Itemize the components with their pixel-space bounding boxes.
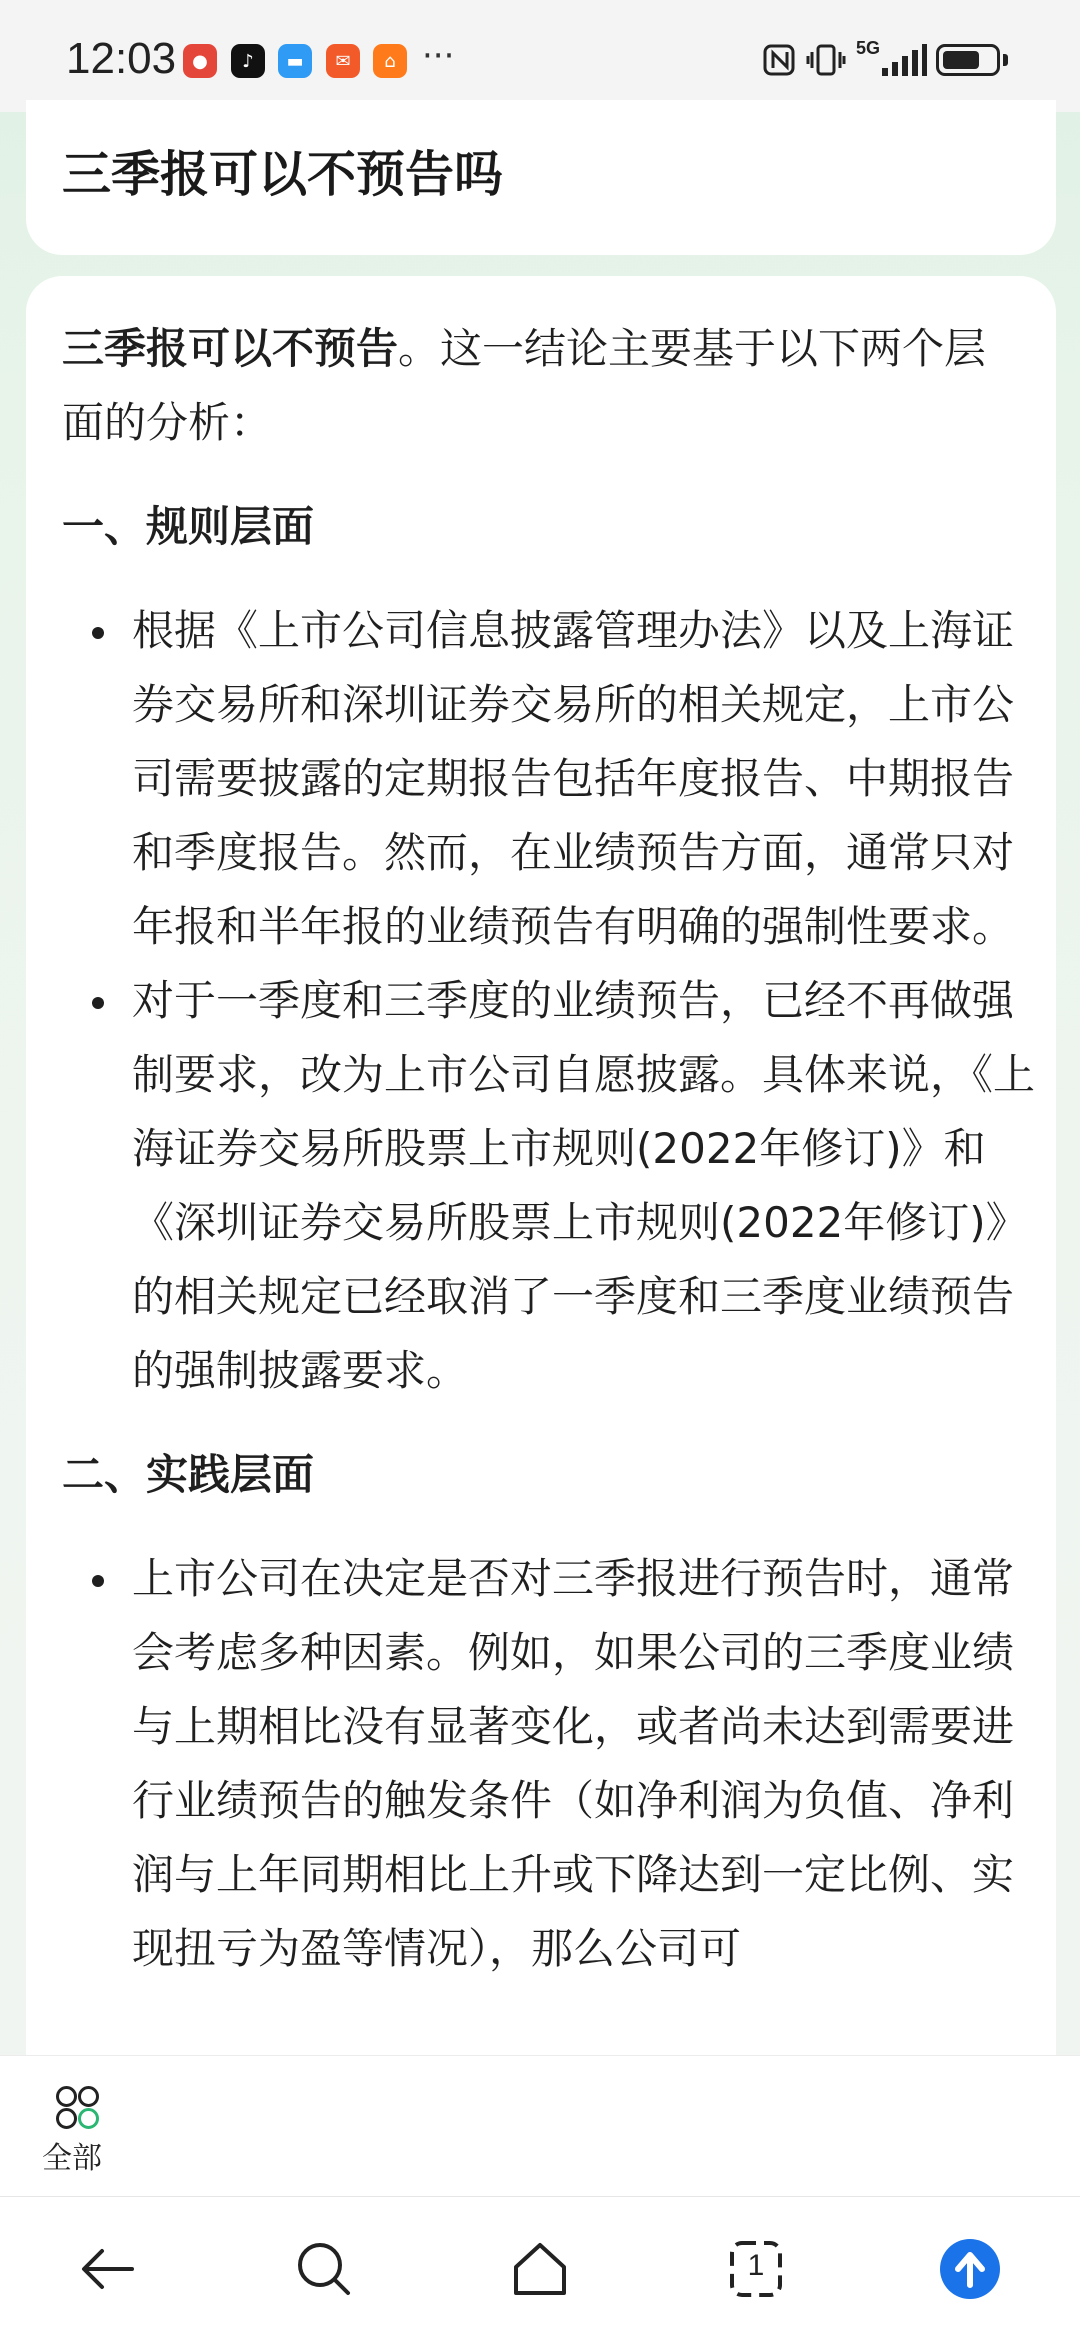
bullet-list-practice — [62, 1542, 1042, 1986]
answer-body — [62, 312, 1042, 1986]
tab-count: 1 — [747, 2249, 765, 2282]
section-heading-rules: 一、规则层面 — [62, 502, 315, 551]
all-apps-icon[interactable] — [56, 2086, 100, 2130]
answer-intro-bold: 三季报可以不预告 — [62, 324, 399, 373]
question-card — [26, 100, 1056, 255]
vibrate-icon — [806, 40, 846, 80]
network-type: 5G — [856, 38, 881, 58]
answer-card — [26, 276, 1056, 2076]
tabs-button[interactable] — [724, 2237, 788, 2301]
all-label[interactable]: 全部 — [42, 2141, 102, 2176]
status-bar — [0, 0, 1080, 112]
back-icon[interactable] — [76, 2237, 140, 2301]
list-item: 上市公司在决定是否对三季报进行预告时，通常会考虑多种因素。例如，如果公司的三季度业绩与上期相比没有显著变化，或者尚未达到需要进行业绩预告的触发条件（如净利润为负值、净利润与上年同期相比上升或下降达到一定比例、实现扭亏为盈等情况），那么公司可 — [62, 1542, 1042, 1986]
more-notifications: ··· — [422, 36, 455, 76]
search-icon[interactable] — [292, 2237, 356, 2301]
taobao-icon: ⌂ — [373, 44, 407, 78]
home-icon[interactable] — [508, 2237, 572, 2301]
bullet-list-rules — [62, 594, 1042, 1408]
section-heading-practice: 二、实践层面 — [62, 1450, 315, 1499]
weibo-icon: ● — [183, 44, 217, 78]
answer-intro — [62, 312, 1028, 460]
upload-icon[interactable] — [938, 2237, 1002, 2301]
answer-intro-text: 。这一结论主要基于以下两个层面的分析： — [62, 324, 987, 447]
battery-tip — [1003, 54, 1008, 66]
message-icon: ▬ — [278, 44, 312, 78]
signal-icon — [880, 40, 928, 80]
tiktok-icon: ♪ — [231, 44, 265, 78]
nfc-icon — [762, 40, 798, 80]
mail-icon: ✉ — [326, 44, 360, 78]
battery-icon — [936, 44, 1000, 76]
bottom-tool-strip — [0, 2055, 1080, 2196]
status-time: 12:03 — [66, 34, 177, 83]
question-title: 三季报可以不预告吗 — [62, 146, 504, 203]
navigation-bar — [0, 2196, 1080, 2340]
list-item: 根据《上市公司信息披露管理办法》以及上海证券交易所和深圳证券交易所的相关规定，上市公司需要披露的定期报告包括年度报告、中期报告和季度报告。然而，在业绩预告方面，通常只对年报和半年报的业绩预告有明确的强制性要求。 — [62, 594, 1042, 964]
list-item: 对于一季度和三季度的业绩预告，已经不再做强制要求，改为上市公司自愿披露。具体来说，《上海证券交易所股票上市规则(2022年修订)》和《深圳证券交易所股票上市规则(2022年修订)》的相关规定已经取消了一季度和三季度业绩预告的强制披露要求。 — [62, 964, 1042, 1408]
